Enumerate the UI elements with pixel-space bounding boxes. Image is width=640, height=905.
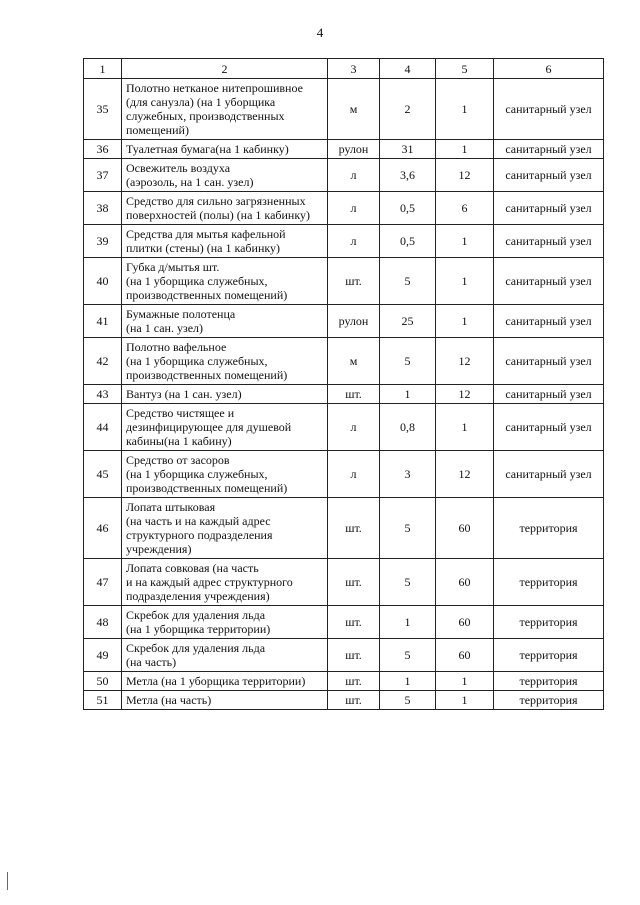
item-quantity: 5 bbox=[380, 639, 436, 672]
supplies-table bbox=[83, 58, 604, 710]
table-row bbox=[84, 559, 604, 606]
item-quantity: 1 bbox=[380, 385, 436, 404]
item-quantity: 1 bbox=[380, 606, 436, 639]
table-row bbox=[84, 338, 604, 385]
table-row bbox=[84, 225, 604, 258]
item-name: Полотно нетканое нитепрошивное (для санузла) (на 1 уборщика служебных, производственных помещений) bbox=[122, 79, 328, 140]
row-number: 47 bbox=[84, 559, 122, 606]
item-unit: шт. bbox=[328, 498, 380, 559]
item-unit: л bbox=[328, 159, 380, 192]
item-unit: шт. bbox=[328, 639, 380, 672]
item-location: санитарный узел bbox=[494, 140, 604, 159]
item-unit: л bbox=[328, 225, 380, 258]
item-location: санитарный узел bbox=[494, 338, 604, 385]
item-name: Скребок для удаления льда (на 1 уборщика территории) bbox=[122, 606, 328, 639]
item-period: 1 bbox=[436, 225, 494, 258]
item-location: санитарный узел bbox=[494, 451, 604, 498]
item-period: 1 bbox=[436, 140, 494, 159]
item-unit: шт. bbox=[328, 258, 380, 305]
item-unit: шт. bbox=[328, 672, 380, 691]
table-row bbox=[84, 672, 604, 691]
item-period: 60 bbox=[436, 498, 494, 559]
item-name: Лопата совковая (на часть и на каждый адрес структурного подразделения учреждения) bbox=[122, 559, 328, 606]
header-col-2: 2 bbox=[122, 59, 328, 79]
row-number: 38 bbox=[84, 192, 122, 225]
header-col-3: 3 bbox=[328, 59, 380, 79]
item-location: территория bbox=[494, 691, 604, 710]
item-name: Бумажные полотенца (на 1 сан. узел) bbox=[122, 305, 328, 338]
table-row bbox=[84, 79, 604, 140]
item-quantity: 5 bbox=[380, 258, 436, 305]
item-name: Метла (на 1 уборщика территории) bbox=[122, 672, 328, 691]
item-period: 12 bbox=[436, 385, 494, 404]
row-number: 39 bbox=[84, 225, 122, 258]
row-number: 43 bbox=[84, 385, 122, 404]
item-unit: рулон bbox=[328, 140, 380, 159]
item-period: 1 bbox=[436, 258, 494, 305]
item-period: 12 bbox=[436, 451, 494, 498]
item-quantity: 3 bbox=[380, 451, 436, 498]
item-name: Метла (на часть) bbox=[122, 691, 328, 710]
item-location: санитарный узел bbox=[494, 305, 604, 338]
item-period: 12 bbox=[436, 159, 494, 192]
table-row bbox=[84, 691, 604, 710]
item-unit: шт. bbox=[328, 559, 380, 606]
header-col-4: 4 bbox=[380, 59, 436, 79]
item-name: Средства для мытья кафельной плитки (стены) (на 1 кабинку) bbox=[122, 225, 328, 258]
item-unit: м bbox=[328, 79, 380, 140]
item-name: Полотно вафельное (на 1 уборщика служебных, производственных помещений) bbox=[122, 338, 328, 385]
item-period: 60 bbox=[436, 639, 494, 672]
item-name: Скребок для удаления льда (на часть) bbox=[122, 639, 328, 672]
row-number: 40 bbox=[84, 258, 122, 305]
item-location: санитарный узел bbox=[494, 225, 604, 258]
item-location: территория bbox=[494, 559, 604, 606]
item-quantity: 0,5 bbox=[380, 225, 436, 258]
row-number: 36 bbox=[84, 140, 122, 159]
item-location: территория bbox=[494, 639, 604, 672]
item-name: Средство для сильно загрязненных поверхностей (полы) (на 1 кабинку) bbox=[122, 192, 328, 225]
item-name: Средство от засоров (на 1 уборщика служебных, производственных помещений) bbox=[122, 451, 328, 498]
item-quantity: 31 bbox=[380, 140, 436, 159]
item-quantity: 0,5 bbox=[380, 192, 436, 225]
item-quantity: 5 bbox=[380, 338, 436, 385]
item-period: 1 bbox=[436, 305, 494, 338]
item-location: санитарный узел bbox=[494, 159, 604, 192]
header-col-6: 6 bbox=[494, 59, 604, 79]
item-location: санитарный узел bbox=[494, 258, 604, 305]
row-number: 49 bbox=[84, 639, 122, 672]
item-quantity: 5 bbox=[380, 691, 436, 710]
item-quantity: 2 bbox=[380, 79, 436, 140]
item-quantity: 25 bbox=[380, 305, 436, 338]
item-location: санитарный узел bbox=[494, 79, 604, 140]
item-name: Лопата штыковая (на часть и на каждый адрес структурного подразделения учреждения) bbox=[122, 498, 328, 559]
row-number: 46 bbox=[84, 498, 122, 559]
table-header-row bbox=[84, 59, 604, 79]
item-name: Губка д/мытья шт. (на 1 уборщика служебных, производственных помещений) bbox=[122, 258, 328, 305]
item-unit: шт. bbox=[328, 385, 380, 404]
item-location: санитарный узел bbox=[494, 404, 604, 451]
header-col-1: 1 bbox=[84, 59, 122, 79]
item-unit: м bbox=[328, 338, 380, 385]
table-row bbox=[84, 140, 604, 159]
item-period: 12 bbox=[436, 338, 494, 385]
table-row bbox=[84, 258, 604, 305]
item-location: территория bbox=[494, 498, 604, 559]
row-number: 42 bbox=[84, 338, 122, 385]
item-quantity: 5 bbox=[380, 498, 436, 559]
item-period: 60 bbox=[436, 559, 494, 606]
table-row bbox=[84, 498, 604, 559]
item-unit: рулон bbox=[328, 305, 380, 338]
item-period: 1 bbox=[436, 672, 494, 691]
table-row bbox=[84, 305, 604, 338]
page-number: 4 bbox=[316, 25, 324, 40]
item-location: территория bbox=[494, 606, 604, 639]
item-quantity: 5 bbox=[380, 559, 436, 606]
item-unit: л bbox=[328, 192, 380, 225]
row-number: 37 bbox=[84, 159, 122, 192]
item-name: Туалетная бумага(на 1 кабинку) bbox=[122, 140, 328, 159]
item-unit: л bbox=[328, 404, 380, 451]
item-unit: л bbox=[328, 451, 380, 498]
row-number: 51 bbox=[84, 691, 122, 710]
item-quantity: 3,6 bbox=[380, 159, 436, 192]
table-row bbox=[84, 192, 604, 225]
table-row bbox=[84, 385, 604, 404]
item-name: Средство чистящее и дезинфицирующее для душевой кабины(на 1 кабину) bbox=[122, 404, 328, 451]
row-number: 41 bbox=[84, 305, 122, 338]
table-row bbox=[84, 606, 604, 639]
row-number: 35 bbox=[84, 79, 122, 140]
row-number: 50 bbox=[84, 672, 122, 691]
item-location: санитарный узел bbox=[494, 192, 604, 225]
item-quantity: 0,8 bbox=[380, 404, 436, 451]
item-unit: шт. bbox=[328, 691, 380, 710]
item-period: 1 bbox=[436, 404, 494, 451]
table-row bbox=[84, 404, 604, 451]
row-number: 45 bbox=[84, 451, 122, 498]
item-period: 1 bbox=[436, 79, 494, 140]
row-number: 44 bbox=[84, 404, 122, 451]
item-unit: шт. bbox=[328, 606, 380, 639]
item-name: Вантуз (на 1 сан. узел) bbox=[122, 385, 328, 404]
table-row bbox=[84, 159, 604, 192]
header-col-5: 5 bbox=[436, 59, 494, 79]
item-quantity: 1 bbox=[380, 672, 436, 691]
margin-mark bbox=[7, 872, 8, 890]
table-row bbox=[84, 639, 604, 672]
table-row bbox=[84, 451, 604, 498]
item-location: санитарный узел bbox=[494, 385, 604, 404]
item-location: территория bbox=[494, 672, 604, 691]
item-period: 6 bbox=[436, 192, 494, 225]
item-period: 1 bbox=[436, 691, 494, 710]
item-name: Освежитель воздуха (аэрозоль, на 1 сан. узел) bbox=[122, 159, 328, 192]
row-number: 48 bbox=[84, 606, 122, 639]
item-period: 60 bbox=[436, 606, 494, 639]
